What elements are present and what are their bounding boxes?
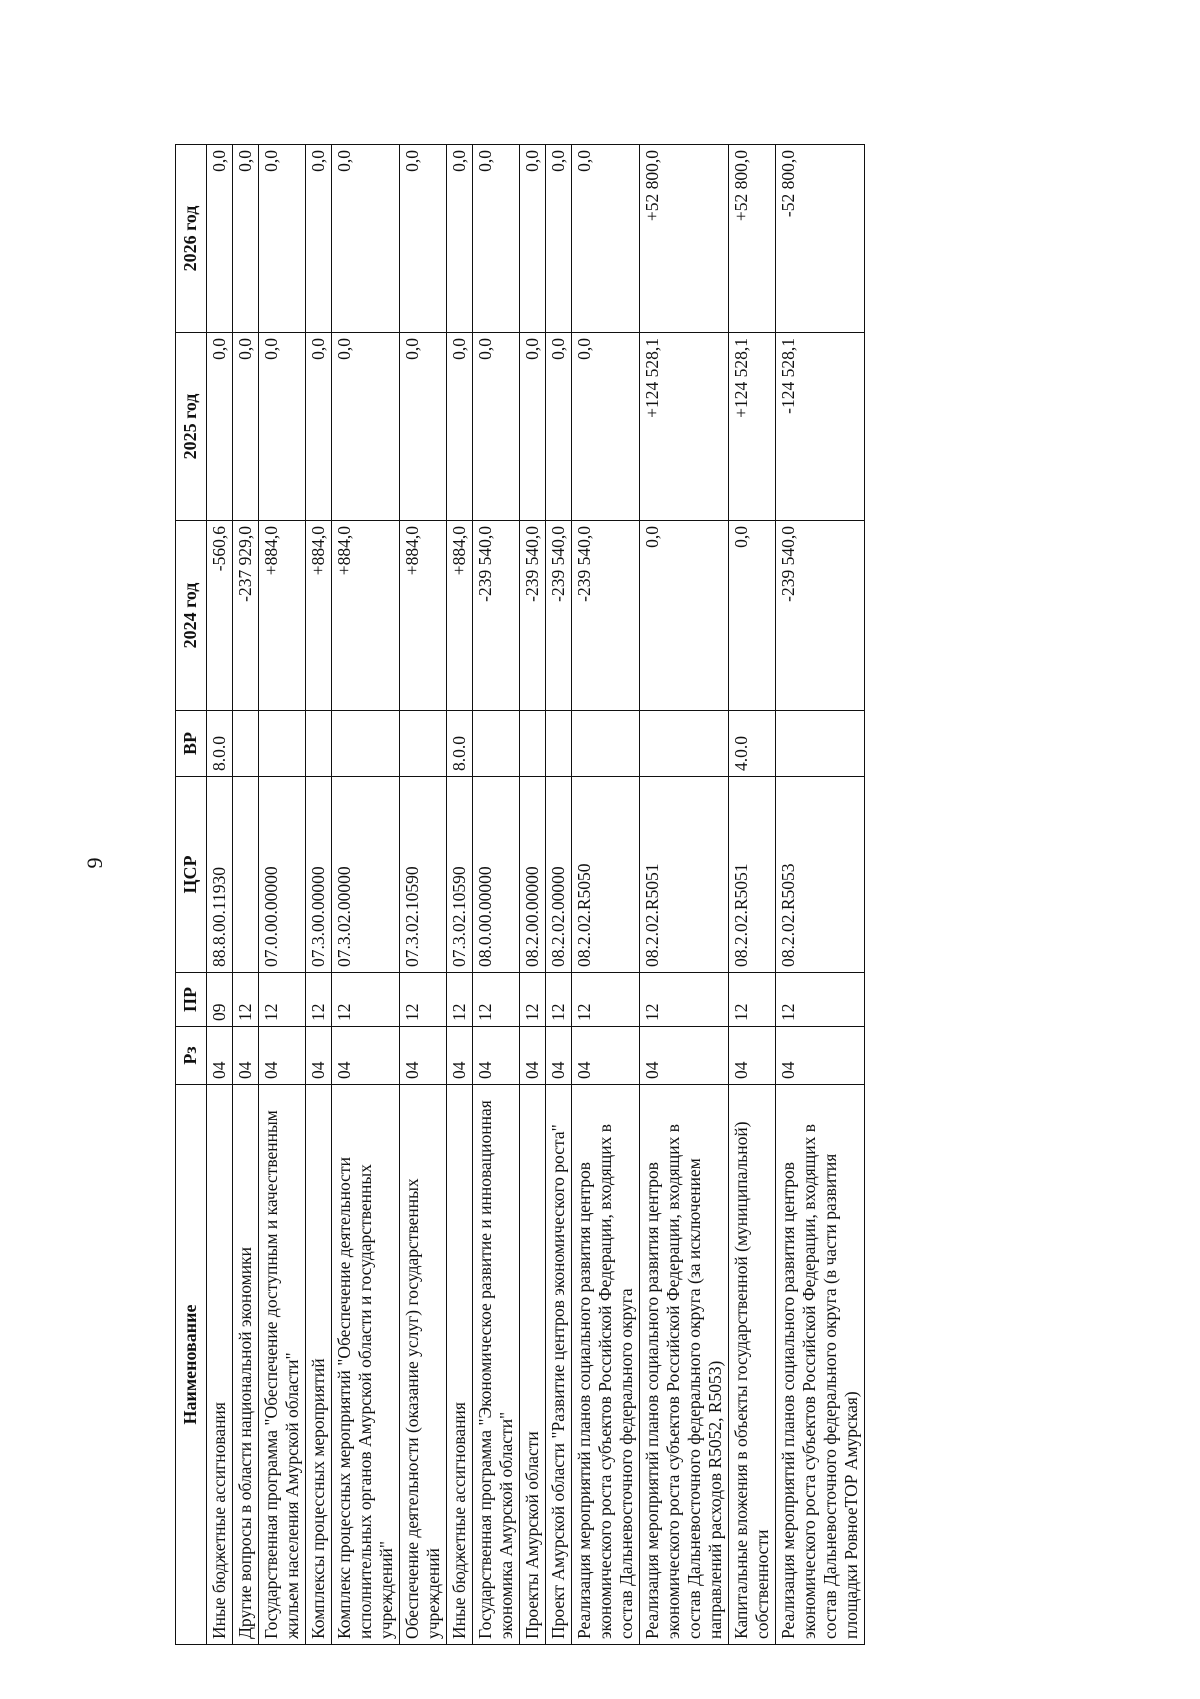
cell-csr: 07.3.02.00000 xyxy=(331,777,399,973)
cell-2024: +884,0 xyxy=(305,521,331,711)
cell-2026: 0,0 xyxy=(232,145,258,333)
cell-2026: 0,0 xyxy=(258,145,305,333)
budget-table xyxy=(175,144,865,1645)
cell-pr: 12 xyxy=(399,973,446,1027)
cell-2026: +52 800,0 xyxy=(728,145,775,333)
cell-2024: -239 540,0 xyxy=(775,521,864,711)
cell-2024: +884,0 xyxy=(258,521,305,711)
cell-2024: 0,0 xyxy=(639,521,728,711)
table-header-row xyxy=(176,145,207,1645)
cell-rz: 04 xyxy=(206,1027,232,1085)
cell-vr xyxy=(571,711,639,777)
cell-name: Обеспечение деятельности (оказание услуг) государственных учреждений xyxy=(399,1085,446,1645)
cell-csr: 07.3.02.10590 xyxy=(399,777,446,973)
header-2025: 2025 год xyxy=(176,333,207,521)
cell-2025: +124 528,1 xyxy=(728,333,775,521)
cell-name: Комплекс процессных мероприятий "Обеспечение деятельности исполнительных органов Амурской области и государственных учреждений" xyxy=(331,1085,399,1645)
cell-vr xyxy=(258,711,305,777)
cell-csr: 08.0.00.00000 xyxy=(472,777,519,973)
cell-rz: 04 xyxy=(446,1027,472,1085)
cell-pr: 12 xyxy=(639,973,728,1027)
cell-vr xyxy=(545,711,571,777)
cell-2025: 0,0 xyxy=(206,333,232,521)
cell-name: Реализация мероприятий планов социального развития центров экономического роста субъектов Российской Федерации, входящих в состав Дальневосточного федерального округа (за исключением направлений расходов R5052, R5053) xyxy=(639,1085,728,1645)
cell-2024: -239 540,0 xyxy=(571,521,639,711)
cell-vr: 4.0.0 xyxy=(728,711,775,777)
header-2026: 2026 год xyxy=(176,145,207,333)
cell-csr: 07.0.00.00000 xyxy=(258,777,305,973)
header-pr: ПР xyxy=(176,973,207,1027)
cell-rz: 04 xyxy=(728,1027,775,1085)
cell-2026: 0,0 xyxy=(519,145,545,333)
cell-2026: 0,0 xyxy=(446,145,472,333)
cell-rz: 04 xyxy=(232,1027,258,1085)
rotated-table-wrapper xyxy=(175,145,1075,1645)
cell-2024: -560,6 xyxy=(206,521,232,711)
cell-2025: 0,0 xyxy=(232,333,258,521)
cell-2025: 0,0 xyxy=(571,333,639,521)
cell-csr: 08.2.00.00000 xyxy=(519,777,545,973)
cell-pr: 12 xyxy=(519,973,545,1027)
cell-2026: 0,0 xyxy=(305,145,331,333)
header-csr: ЦСР xyxy=(176,777,207,973)
cell-pr: 09 xyxy=(206,973,232,1027)
header-name: Наименование xyxy=(176,1085,207,1645)
cell-name: Реализация мероприятий планов социального развития центров экономического роста субъектов Российской Федерации, входящих в состав Дальневосточного федерального округа (в части развития площадки РовноеТОР Амурская) xyxy=(775,1085,864,1645)
cell-name: Государственная программа "Обеспечение доступным и качественным жильем населения Амурской области" xyxy=(258,1085,305,1645)
cell-pr: 12 xyxy=(232,973,258,1027)
cell-csr xyxy=(232,777,258,973)
cell-2025: 0,0 xyxy=(399,333,446,521)
cell-2026: -52 800,0 xyxy=(775,145,864,333)
cell-vr xyxy=(399,711,446,777)
cell-2025: 0,0 xyxy=(519,333,545,521)
cell-pr: 12 xyxy=(305,973,331,1027)
table-row xyxy=(206,145,232,1645)
cell-pr: 12 xyxy=(545,973,571,1027)
cell-2024: +884,0 xyxy=(331,521,399,711)
cell-vr xyxy=(519,711,545,777)
header-vr: ВР xyxy=(176,711,207,777)
cell-rz: 04 xyxy=(571,1027,639,1085)
cell-pr: 12 xyxy=(472,973,519,1027)
cell-vr: 8.0.0 xyxy=(206,711,232,777)
cell-csr: 07.3.02.10590 xyxy=(446,777,472,973)
cell-pr: 12 xyxy=(446,973,472,1027)
cell-2025: 0,0 xyxy=(446,333,472,521)
cell-pr: 12 xyxy=(728,973,775,1027)
table-row xyxy=(305,145,331,1645)
cell-2025: -124 528,1 xyxy=(775,333,864,521)
cell-2026: 0,0 xyxy=(399,145,446,333)
cell-name: Капитальные вложения в объекты государственной (муниципальной) собственности xyxy=(728,1085,775,1645)
cell-pr: 12 xyxy=(775,973,864,1027)
cell-name: Комплексы процессных мероприятий xyxy=(305,1085,331,1645)
table-row xyxy=(232,145,258,1645)
cell-2026: +52 800,0 xyxy=(639,145,728,333)
cell-2025: 0,0 xyxy=(305,333,331,521)
table-row xyxy=(639,145,728,1645)
cell-rz: 04 xyxy=(305,1027,331,1085)
cell-rz: 04 xyxy=(472,1027,519,1085)
page-number: 9 xyxy=(82,857,107,869)
cell-2025: +124 528,1 xyxy=(639,333,728,521)
table-row xyxy=(258,145,305,1645)
table-row xyxy=(472,145,519,1645)
cell-2024: +884,0 xyxy=(446,521,472,711)
cell-pr: 12 xyxy=(571,973,639,1027)
table-row xyxy=(545,145,571,1645)
cell-rz: 04 xyxy=(258,1027,305,1085)
header-rz: Рз xyxy=(176,1027,207,1085)
cell-name: Другие вопросы в области национальной экономики xyxy=(232,1085,258,1645)
cell-rz: 04 xyxy=(545,1027,571,1085)
table-row xyxy=(399,145,446,1645)
cell-2026: 0,0 xyxy=(545,145,571,333)
cell-vr xyxy=(639,711,728,777)
cell-rz: 04 xyxy=(331,1027,399,1085)
cell-pr: 12 xyxy=(258,973,305,1027)
table-row xyxy=(519,145,545,1645)
cell-rz: 04 xyxy=(639,1027,728,1085)
cell-vr xyxy=(775,711,864,777)
cell-2025: 0,0 xyxy=(472,333,519,521)
cell-name: Иные бюджетные ассигнования xyxy=(206,1085,232,1645)
table-body xyxy=(206,145,864,1645)
cell-name: Государственная программа "Экономическое развитие и инновационная экономика Амурской области" xyxy=(472,1085,519,1645)
cell-csr: 08.2.02.R5051 xyxy=(639,777,728,973)
rotated-table-inner xyxy=(175,145,1075,1645)
cell-2024: +884,0 xyxy=(399,521,446,711)
cell-name: Проект Амурской области "Развитие центров экономического роста" xyxy=(545,1085,571,1645)
cell-2026: 0,0 xyxy=(331,145,399,333)
header-2024: 2024 год xyxy=(176,521,207,711)
cell-2026: 0,0 xyxy=(571,145,639,333)
cell-vr xyxy=(305,711,331,777)
cell-csr: 08.2.02.R5053 xyxy=(775,777,864,973)
cell-2024: -237 929,0 xyxy=(232,521,258,711)
table-row xyxy=(775,145,864,1645)
cell-name: Проекты Амурской области xyxy=(519,1085,545,1645)
cell-2025: 0,0 xyxy=(258,333,305,521)
cell-rz: 04 xyxy=(399,1027,446,1085)
cell-pr: 12 xyxy=(331,973,399,1027)
cell-name: Иные бюджетные ассигнования xyxy=(446,1085,472,1645)
cell-rz: 04 xyxy=(775,1027,864,1085)
cell-vr xyxy=(472,711,519,777)
cell-csr: 08.2.02.R5050 xyxy=(571,777,639,973)
cell-2024: -239 540,0 xyxy=(472,521,519,711)
cell-vr xyxy=(331,711,399,777)
table-row xyxy=(446,145,472,1645)
cell-vr xyxy=(232,711,258,777)
cell-csr: 88.8.00.11930 xyxy=(206,777,232,973)
cell-2024: -239 540,0 xyxy=(519,521,545,711)
table-row xyxy=(728,145,775,1645)
cell-2026: 0,0 xyxy=(472,145,519,333)
table-row xyxy=(571,145,639,1645)
cell-2024: -239 540,0 xyxy=(545,521,571,711)
cell-2024: 0,0 xyxy=(728,521,775,711)
cell-2026: 0,0 xyxy=(206,145,232,333)
cell-2025: 0,0 xyxy=(331,333,399,521)
cell-2025: 0,0 xyxy=(545,333,571,521)
cell-csr: 08.2.02.R5051 xyxy=(728,777,775,973)
table-row xyxy=(331,145,399,1645)
cell-csr: 07.3.00.00000 xyxy=(305,777,331,973)
cell-name: Реализация мероприятий планов социального развития центров экономического роста субъектов Российской Федерации, входящих в состав Дальневосточного федерального округа xyxy=(571,1085,639,1645)
cell-csr: 08.2.02.00000 xyxy=(545,777,571,973)
cell-rz: 04 xyxy=(519,1027,545,1085)
cell-vr: 8.0.0 xyxy=(446,711,472,777)
